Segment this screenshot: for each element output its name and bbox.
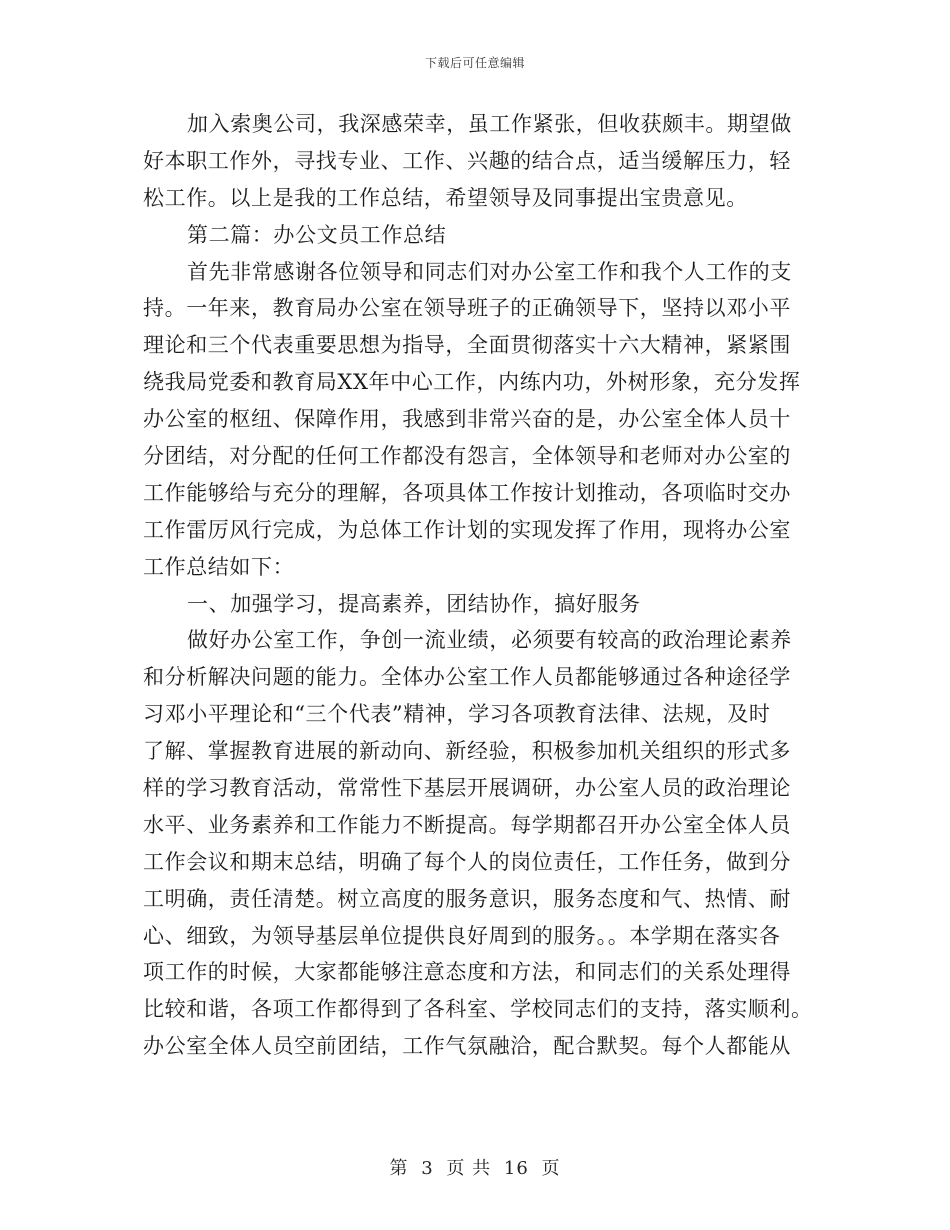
text-line: 松工作。以上是我的工作总结，希望领导及同事提出宝贵意见。 xyxy=(143,185,748,210)
text-line: 持。一年来，教育局办公室在领导班子的正确领导下，坚持以邓小平 xyxy=(143,296,791,321)
text-line: 和分析解决问题的能力。全体办公室工作人员都能够通过各种途径学 xyxy=(143,665,791,690)
text-line: 样的学习教育活动，常常性下基层开展调研，办公室人员的政治理论 xyxy=(143,776,791,801)
text-line: 工作会议和期末总结，明确了每个人的岗位责任，工作任务，做到分 xyxy=(143,849,791,874)
text-line: 工作雷厉风行完成，为总体工作计划的实现发挥了作用，现将办公室 xyxy=(143,517,791,542)
text-line: 比较和谐，各项工作都得到了各科室、学校同志们的支持，落实顺利。 xyxy=(143,997,813,1022)
text-line: 好本职工作外，寻找专业、工作、兴趣的结合点，适当缓解压力，轻 xyxy=(143,148,791,173)
text-line: 加入索奥公司，我深感荣幸，虽工作紧张，但收获颇丰。期望做 xyxy=(187,112,792,136)
document-body xyxy=(143,106,813,1065)
text-line: 办公室的枢纽、保障作用，我感到非常兴奋的是，办公室全体人员十 xyxy=(143,407,791,432)
text-line: 水平、业务素养和工作能力不断提高。每学期都召开办公室全体人员 xyxy=(143,812,791,837)
page-header: 下载后可任意编辑 xyxy=(424,56,525,70)
text-line: 项工作的时候，大家都能够注意态度和方法，和同志们的关系处理得 xyxy=(143,960,791,985)
page-footer xyxy=(0,1154,950,1180)
text-line: 了解、掌握教育进展的新动向、新经验，积极参加机关组织的形式多 xyxy=(143,739,791,764)
text-line: 办公室全体人员空前团结，工作气氛融洽，配合默契。每个人都能从 xyxy=(143,1034,791,1059)
footer-total-pages: 16 xyxy=(503,1158,529,1179)
text-line: 首先非常感谢各位领导和同志们对办公室工作和我个人工作的支 xyxy=(187,259,792,284)
text-line: 工明确，责任清楚。树立高度的服务意识，服务态度和气、热情、耐 xyxy=(143,886,791,911)
footer-page-number: 3 xyxy=(421,1158,434,1179)
text-line: 工作能够给与充分的理解，各项具体工作按计划推动，各项临时交办 xyxy=(143,480,791,505)
text-line: 做好办公室工作，争创一流业绩，必须要有较高的政治理论素养 xyxy=(187,628,792,653)
text-line: 一、加强学习，提高素养，团结协作，搞好服务 xyxy=(187,591,641,616)
text-line: 分团结，对分配的任何工作都没有怨言，全体领导和老师对办公室的 xyxy=(143,444,791,469)
footer-suffix: 页 xyxy=(541,1158,561,1179)
text-line: 习邓小平理论和“三个代表”精神，学习各项教育法律、法规，及时 xyxy=(143,702,771,727)
text-line: 工作总结如下： xyxy=(143,554,295,579)
text-line: 第二篇：办公文员工作总结 xyxy=(187,222,447,247)
footer-prefix: 第 xyxy=(389,1158,409,1179)
footer-middle: 页 共 xyxy=(446,1158,492,1179)
text-line: 理论和三个代表重要思想为指导，全面贯彻落实十六大精神，紧紧围 xyxy=(143,333,791,358)
text-line: 绕我局党委和教育局XX年中心工作，内练内功，外树形象，充分发挥 xyxy=(143,370,801,395)
text-line: 心、细致，为领导基层单位提供良好周到的服务。。本学期在落实各 xyxy=(143,923,781,948)
